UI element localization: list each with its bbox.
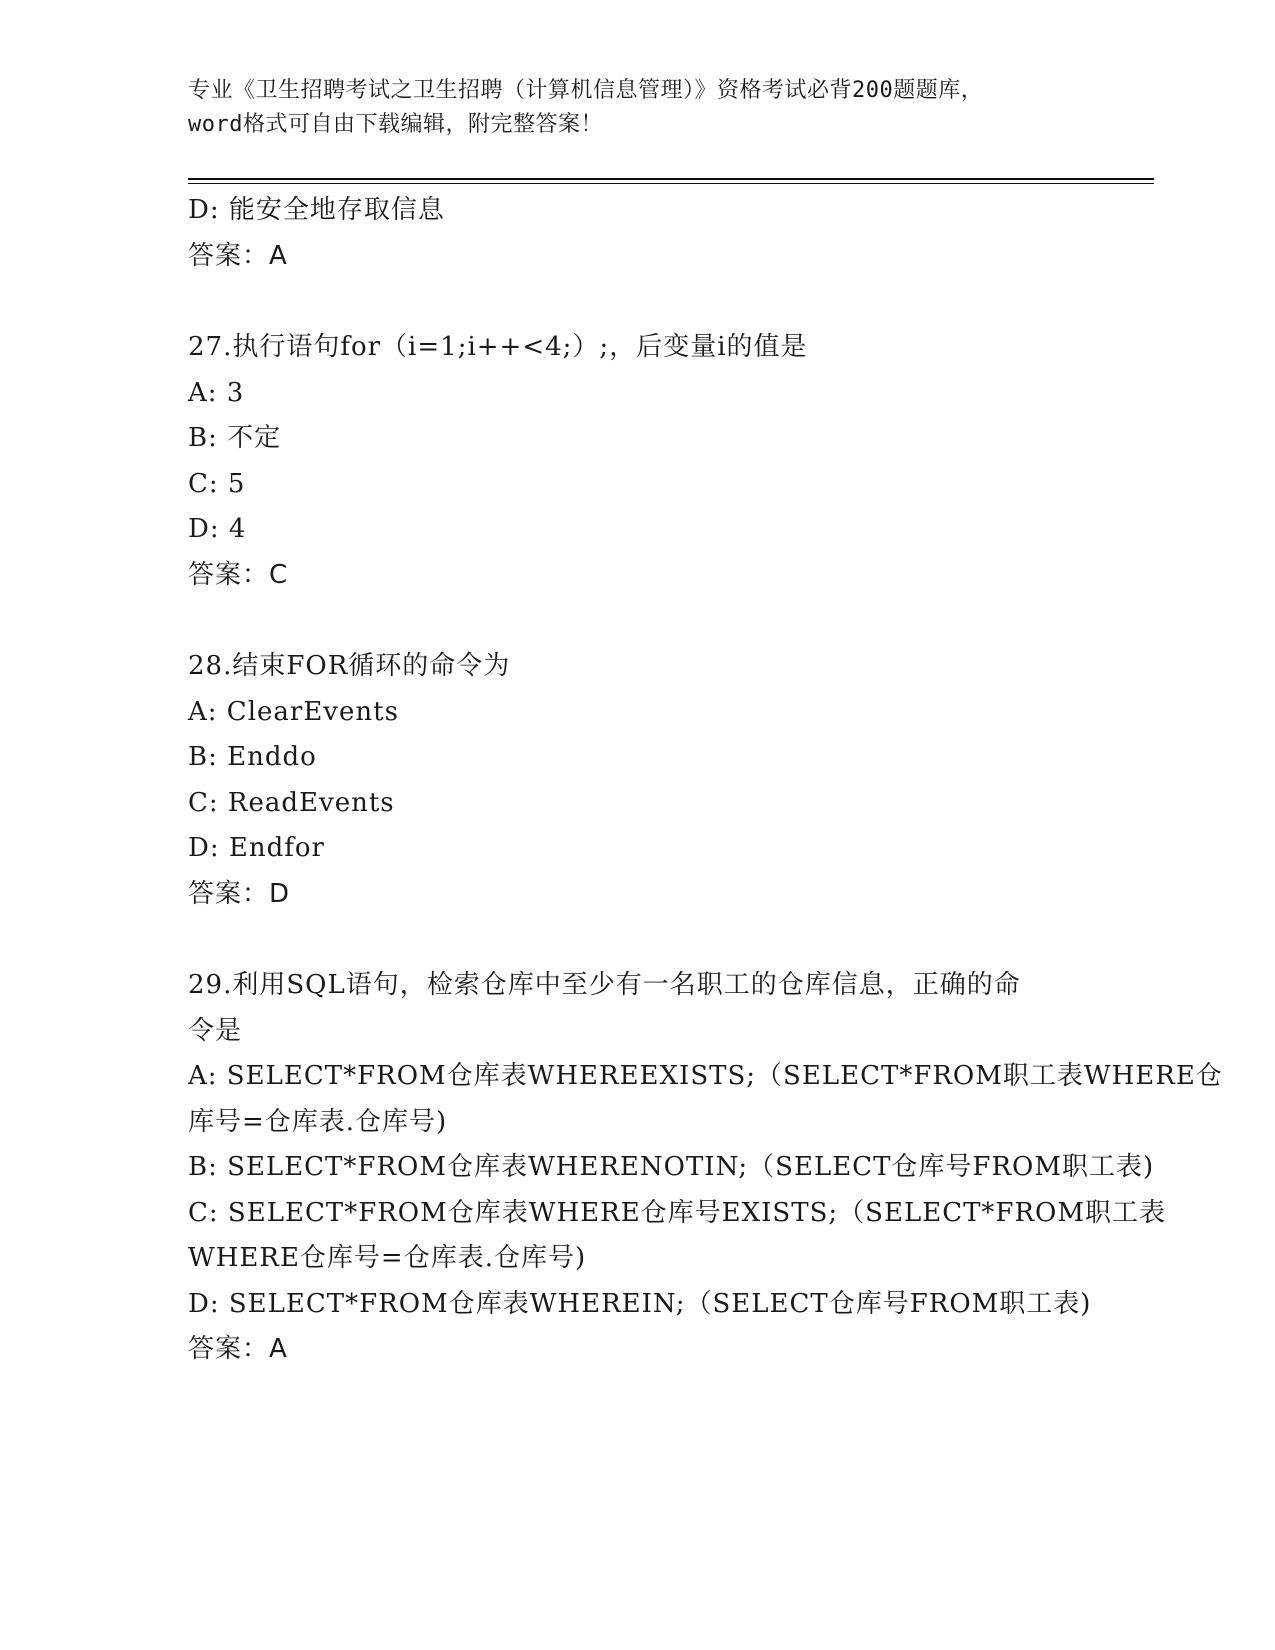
header-title-line-2: word格式可自由下载编辑，附完整答案！: [188, 112, 603, 137]
answer: 答案：C: [188, 559, 289, 590]
option-c-line-2: WHERE仓库号=仓库表.仓库号): [188, 1243, 587, 1273]
spacer: [188, 279, 1088, 325]
document-header: [188, 74, 1088, 142]
option-c: C: ReadEvents: [188, 787, 395, 818]
header-title-line-1: 专业《卫生招聘考试之卫生招聘（计算机信息管理）》资格考试必背200题题库，: [188, 78, 984, 103]
question-stem-line-2: 令是: [188, 1015, 243, 1046]
option-a: A: 3: [188, 377, 245, 408]
option-d-q26: D: 能安全地存取信息: [188, 195, 445, 225]
option-c-line-1: C: SELECT*FROM仓库表WHERE仓库号EXISTS;（SELECT*FROM职工表: [188, 1197, 1166, 1228]
answer: 答案：D: [188, 878, 291, 909]
option-b: B: Enddo: [188, 742, 317, 772]
question-27: [188, 325, 1088, 598]
option-d: D: SELECT*FROM仓库表WHEREIN;（SELECT仓库号FROM职工表): [188, 1288, 1092, 1319]
question-stem: 28.结束FOR循环的命令为: [188, 651, 511, 681]
option-a: A: ClearEvents: [188, 696, 399, 727]
option-a-line-1: A: SELECT*FROM仓库表WHEREEXISTS;（SELECT*FROM职工表WHERE仓: [188, 1061, 1223, 1091]
spacer: [188, 917, 1088, 963]
spacer: [188, 598, 1088, 644]
header-divider-thick: [188, 178, 1154, 180]
option-b: B: 不定: [188, 423, 282, 453]
answer: 答案：A: [188, 1334, 288, 1364]
option-d: D: 4: [188, 514, 247, 544]
option-b: B: SELECT*FROM仓库表WHERENOTIN;（SELECT仓库号FROM职工表): [188, 1152, 1155, 1182]
question-list: [188, 188, 1223, 1373]
question-28: [188, 644, 1088, 917]
question-stem-line-1: 29.利用SQL语句，检索仓库中至少有一名职工的仓库信息，正确的命: [188, 970, 1021, 1000]
question-stem: 27.执行语句for（i=1;i++<4;）;，后变量i的值是: [188, 332, 808, 362]
option-a-line-2: 库号=仓库表.仓库号): [188, 1106, 448, 1137]
option-c: C: 5: [188, 468, 246, 499]
header-divider-thin: [188, 183, 1154, 184]
question-29: [188, 963, 1223, 1373]
option-d: D: Endfor: [188, 833, 325, 863]
answer-q26: 答案：A: [188, 240, 288, 271]
